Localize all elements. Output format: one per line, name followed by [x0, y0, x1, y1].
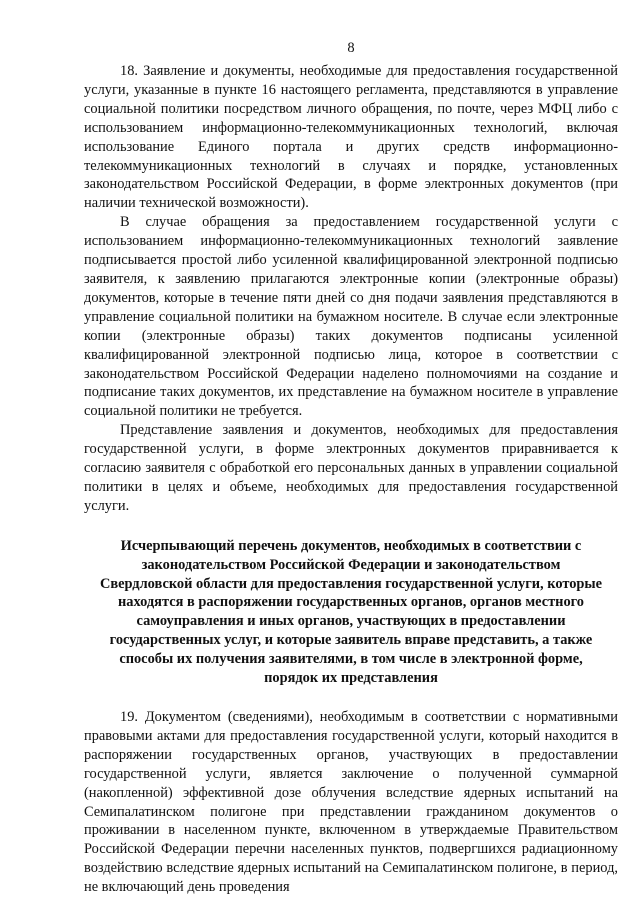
paragraph-18-consent: Представление заявления и документов, необходимых для предоставления государственной услуги, в форме электронных документов приравнивается к согласию заявителя с обработкой его персональных данных в управлении социальной политики в целях и объеме, необходимых для предоставления государственной услуги.: [84, 422, 618, 514]
section-heading: Исчерпывающий перечень документов, необходимых в соответствии с законодательством Российской Федерации и законодательством Свердловской области для предоставления государственной услуги, которые находятся в распоряжении государственных органов, органов местного самоуправления и иных органов, участвующих в предоставлении государственных услуг, и которые заявитель вправе представить, а также способы их получения заявителями, в том числе в электронной форме, порядок их представления: [99, 537, 603, 687]
page-number: 8: [347, 40, 355, 56]
paragraph-18-submission-methods: 18. Заявление и документы, необходимые для предоставления государственной услуги, указанные в пункте 16 настоящего регламента, представляются в управление социальной политики посредством личного обращения, по почте, через МФЦ либо с использованием информационно-телекоммуникационных технологий, включая использование Единого портала и других средств информационно-телекоммуникационных технологий в случаях и порядке, установленных законодательством Российской Федерации, в форме электронных документов (при наличии технической возможности).: [84, 63, 618, 212]
paragraph-18-electronic-signature: В случае обращения за предоставлением государственной услуги с использованием информационно-телекоммуникационных технологий заявление подписывается простой либо усиленной квалифицированной электронной подписью заявителя, к заявлению прилагаются электронные копии (электронные образы) документов, которые в течение пяти дней со дня подачи заявления представляются в управление социальной политики на бумажном носителе. В случае если электронные копии (электронные образы) таких документов подписаны усиленной квалифицированной электронной подписью лица, которое в соответствии с законодательством Российской Федерации наделено полномочиями на создание и подписание таких документов, их представление на бумажном носителе в управление социальной политики не требуется.: [84, 214, 618, 420]
paragraph-19-required-document: 19. Документом (сведениями), необходимым в соответствии с нормативными правовыми актами для предоставления государственной услуги, который находится в распоряжении государственных органов, участвующих в предоставлении государственной услуги, является заключение о полученной суммарной (накопленной) эффективной дозе облучения вследствие ядерных испытаний на Семипалатинском полигоне при представлении гражданином документов о проживании в населенном пункте, включенном в утверждаемые Правительством Российской Федерации перечни населенных пунктов, подвергшихся радиационному воздействию вследствие ядерных испытаний на Семипалатинском полигоне, в период, не включающий день проведения: [84, 709, 618, 896]
document-body: [84, 62, 618, 897]
